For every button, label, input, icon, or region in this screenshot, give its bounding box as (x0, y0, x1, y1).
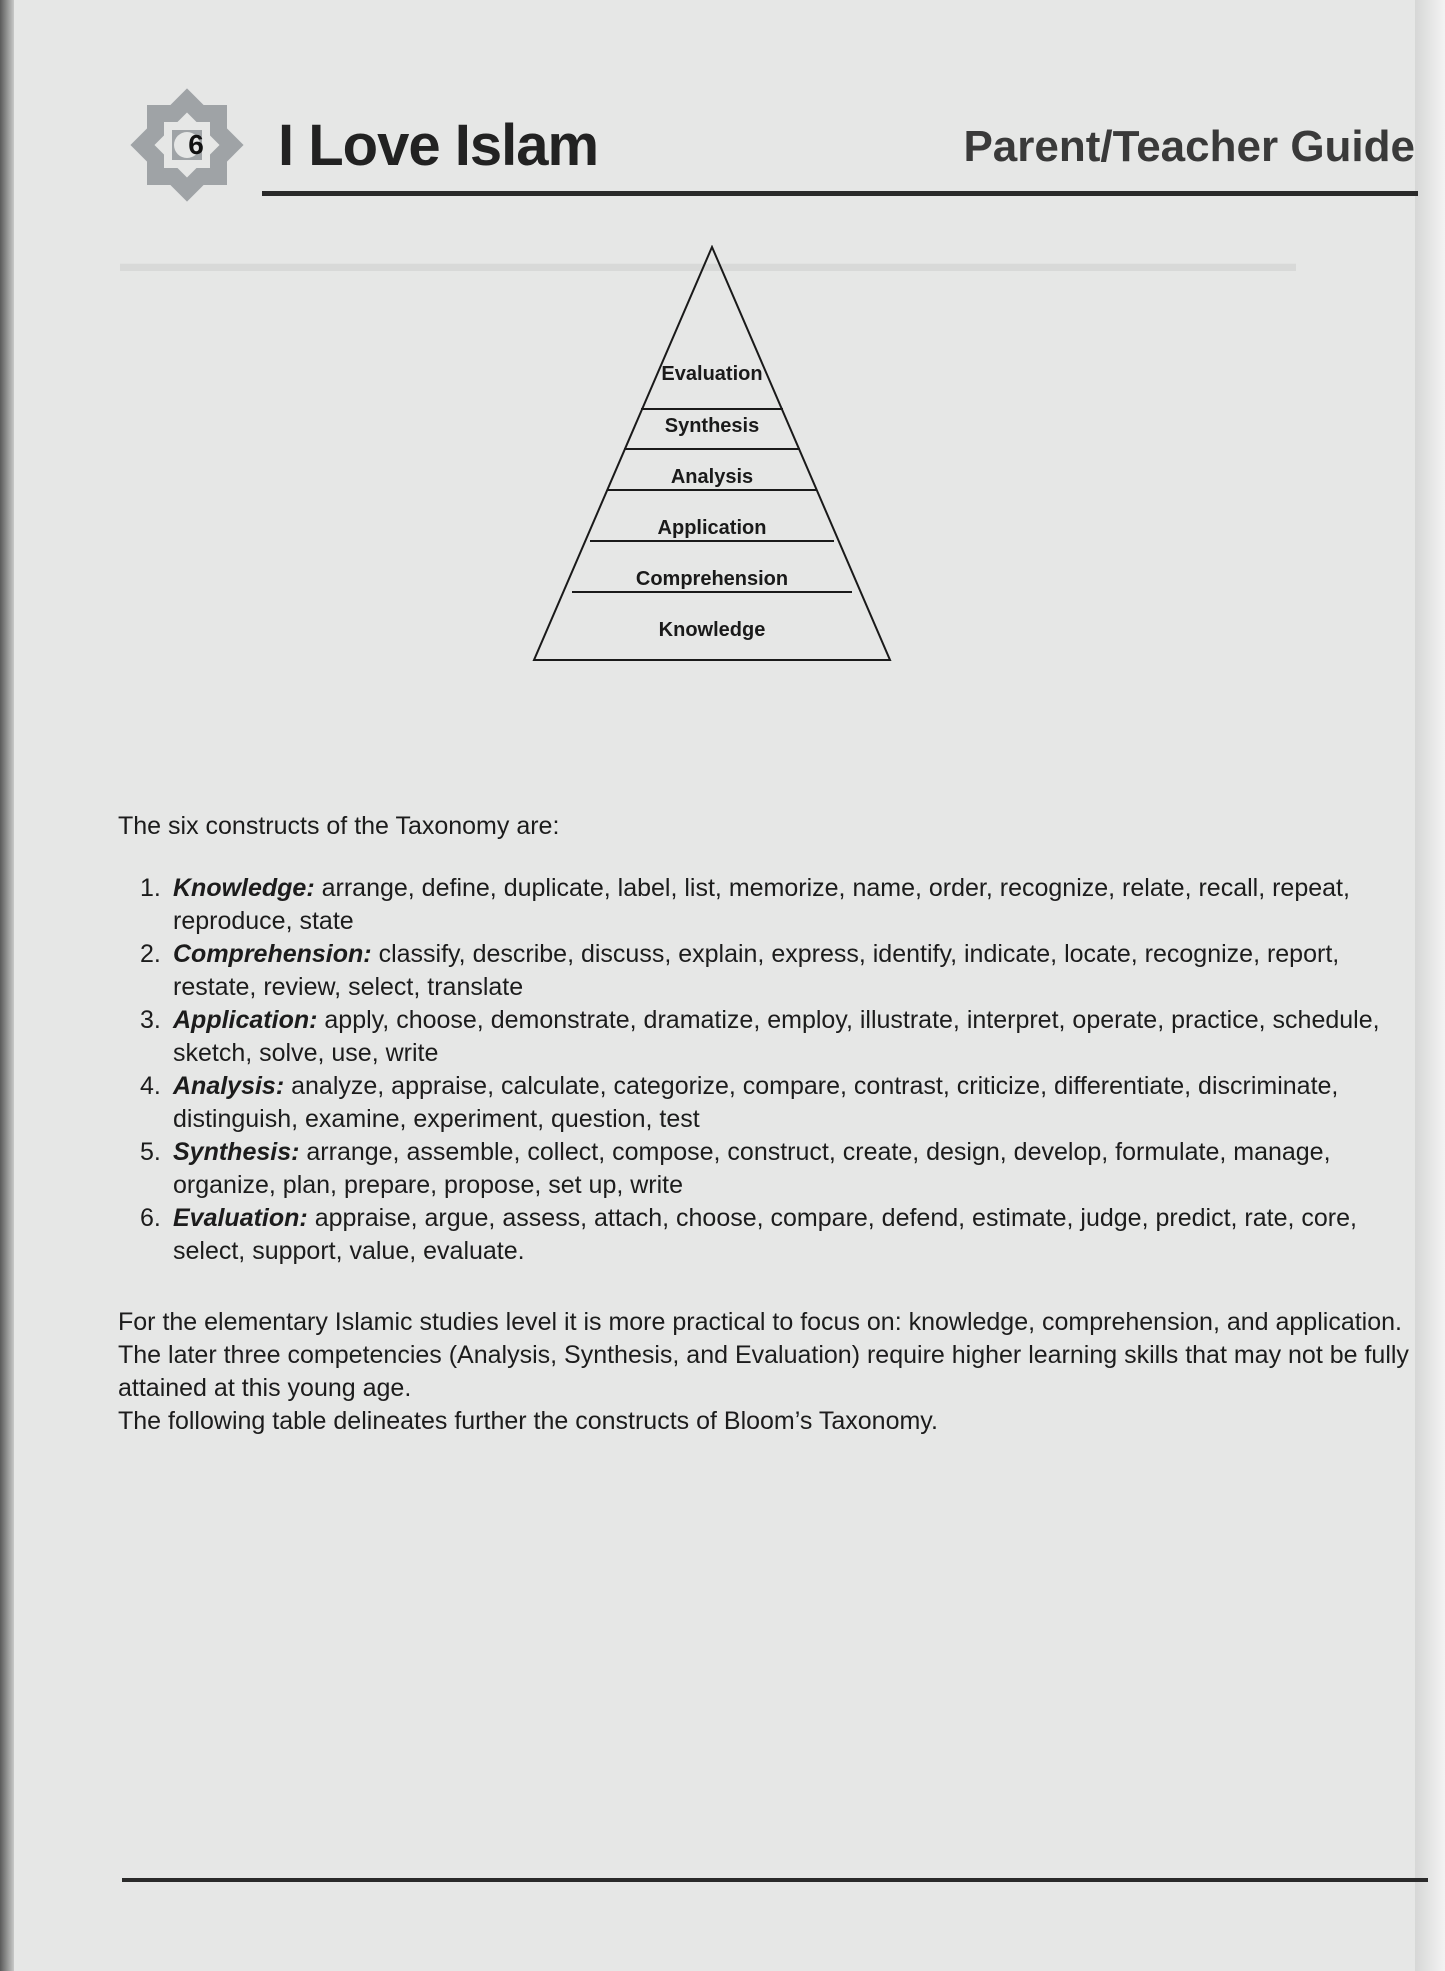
item-number: 2. (140, 940, 161, 968)
pyramid-level-analysis: Analysis (670, 466, 754, 488)
pyramid-level-comprehension: Comprehension (635, 568, 789, 590)
item-term: Comprehension: (173, 940, 372, 968)
item-term: Synthesis: (173, 1138, 300, 1166)
header-divider (262, 191, 1418, 196)
blooms-taxonomy-pyramid (532, 245, 892, 665)
list-item (140, 1202, 1410, 1268)
item-verbs: arrange, assemble, collect, compose, construct, create, design, develop, formulate, manage, organize, plan, prepare, propose, set up, write (173, 1138, 1331, 1199)
item-number: 5. (140, 1138, 161, 1166)
intro-text: The six constructs of the Taxonomy are: (118, 812, 560, 840)
item-term: Evaluation: (173, 1204, 308, 1232)
list-item (140, 938, 1410, 1004)
item-verbs: appraise, argue, assess, attach, choose, compare, defend, estimate, judge, predict, rate, core, select, support, value, evaluate. (173, 1204, 1357, 1265)
item-number: 4. (140, 1072, 161, 1100)
footer-divider (122, 1878, 1428, 1882)
page-right-edge (1415, 0, 1445, 1971)
item-verbs: analyze, appraise, calculate, categorize, compare, contrast, criticize, differentiate, discriminate, distinguish, examine, experiment, question, test (173, 1072, 1339, 1133)
item-number: 3. (140, 1006, 161, 1034)
pyramid-level-evaluation: Evaluation (661, 363, 763, 385)
list-item (140, 872, 1410, 938)
closing-text (118, 1306, 1428, 1438)
list-item (140, 1070, 1410, 1136)
bleed-through-texture: ▬▬▬▬▬▬▬▬▬▬▬▬▬▬▬▬▬▬▬▬▬▬▬▬▬▬▬▬▬▬▬▬▬▬▬▬▬▬▬▬▬▬▬▬▬▬▬▬▬ (120, 250, 1296, 277)
closing-paragraph: For the elementary Islamic studies level it is more practical to focus on: knowledge, comprehension, and application. The later three competencies (Analysis, Synthesis, and Evaluation) require higher learning skills that may not be fully attained at this young age. (118, 1308, 1409, 1402)
pyramid-level-application: Application (657, 517, 767, 539)
item-verbs: classify, describe, discuss, explain, express, identify, indicate, locate, recognize, report, restate, review, select, translate (173, 940, 1340, 1001)
item-verbs: arrange, define, duplicate, label, list, memorize, name, order, recognize, relate, recall, repeat, reproduce, state (173, 874, 1350, 935)
item-number: 1. (140, 874, 161, 902)
page-title: I Love Islam (278, 113, 599, 178)
item-term: Knowledge: (173, 874, 315, 902)
item-term: Application: (173, 1006, 318, 1034)
item-term: Analysis: (173, 1072, 285, 1100)
constructs-list (140, 872, 1410, 1268)
table-note: The following table delineates further the constructs of Bloom’s Taxonomy. (118, 1407, 938, 1435)
list-item (140, 1136, 1410, 1202)
chapter-number: 6 (188, 129, 204, 160)
pyramid-level-synthesis: Synthesis (664, 415, 760, 437)
item-verbs: apply, choose, demonstrate, dramatize, employ, illustrate, interpret, operate, practice, schedule, sketch, solve, use, write (173, 1006, 1380, 1067)
guide-label: Parent/Teacher Guide (963, 122, 1415, 171)
item-number: 6. (140, 1204, 161, 1232)
list-item (140, 1004, 1410, 1070)
pyramid-level-knowledge: Knowledge (658, 619, 766, 641)
page-binding-edge (0, 0, 14, 1971)
